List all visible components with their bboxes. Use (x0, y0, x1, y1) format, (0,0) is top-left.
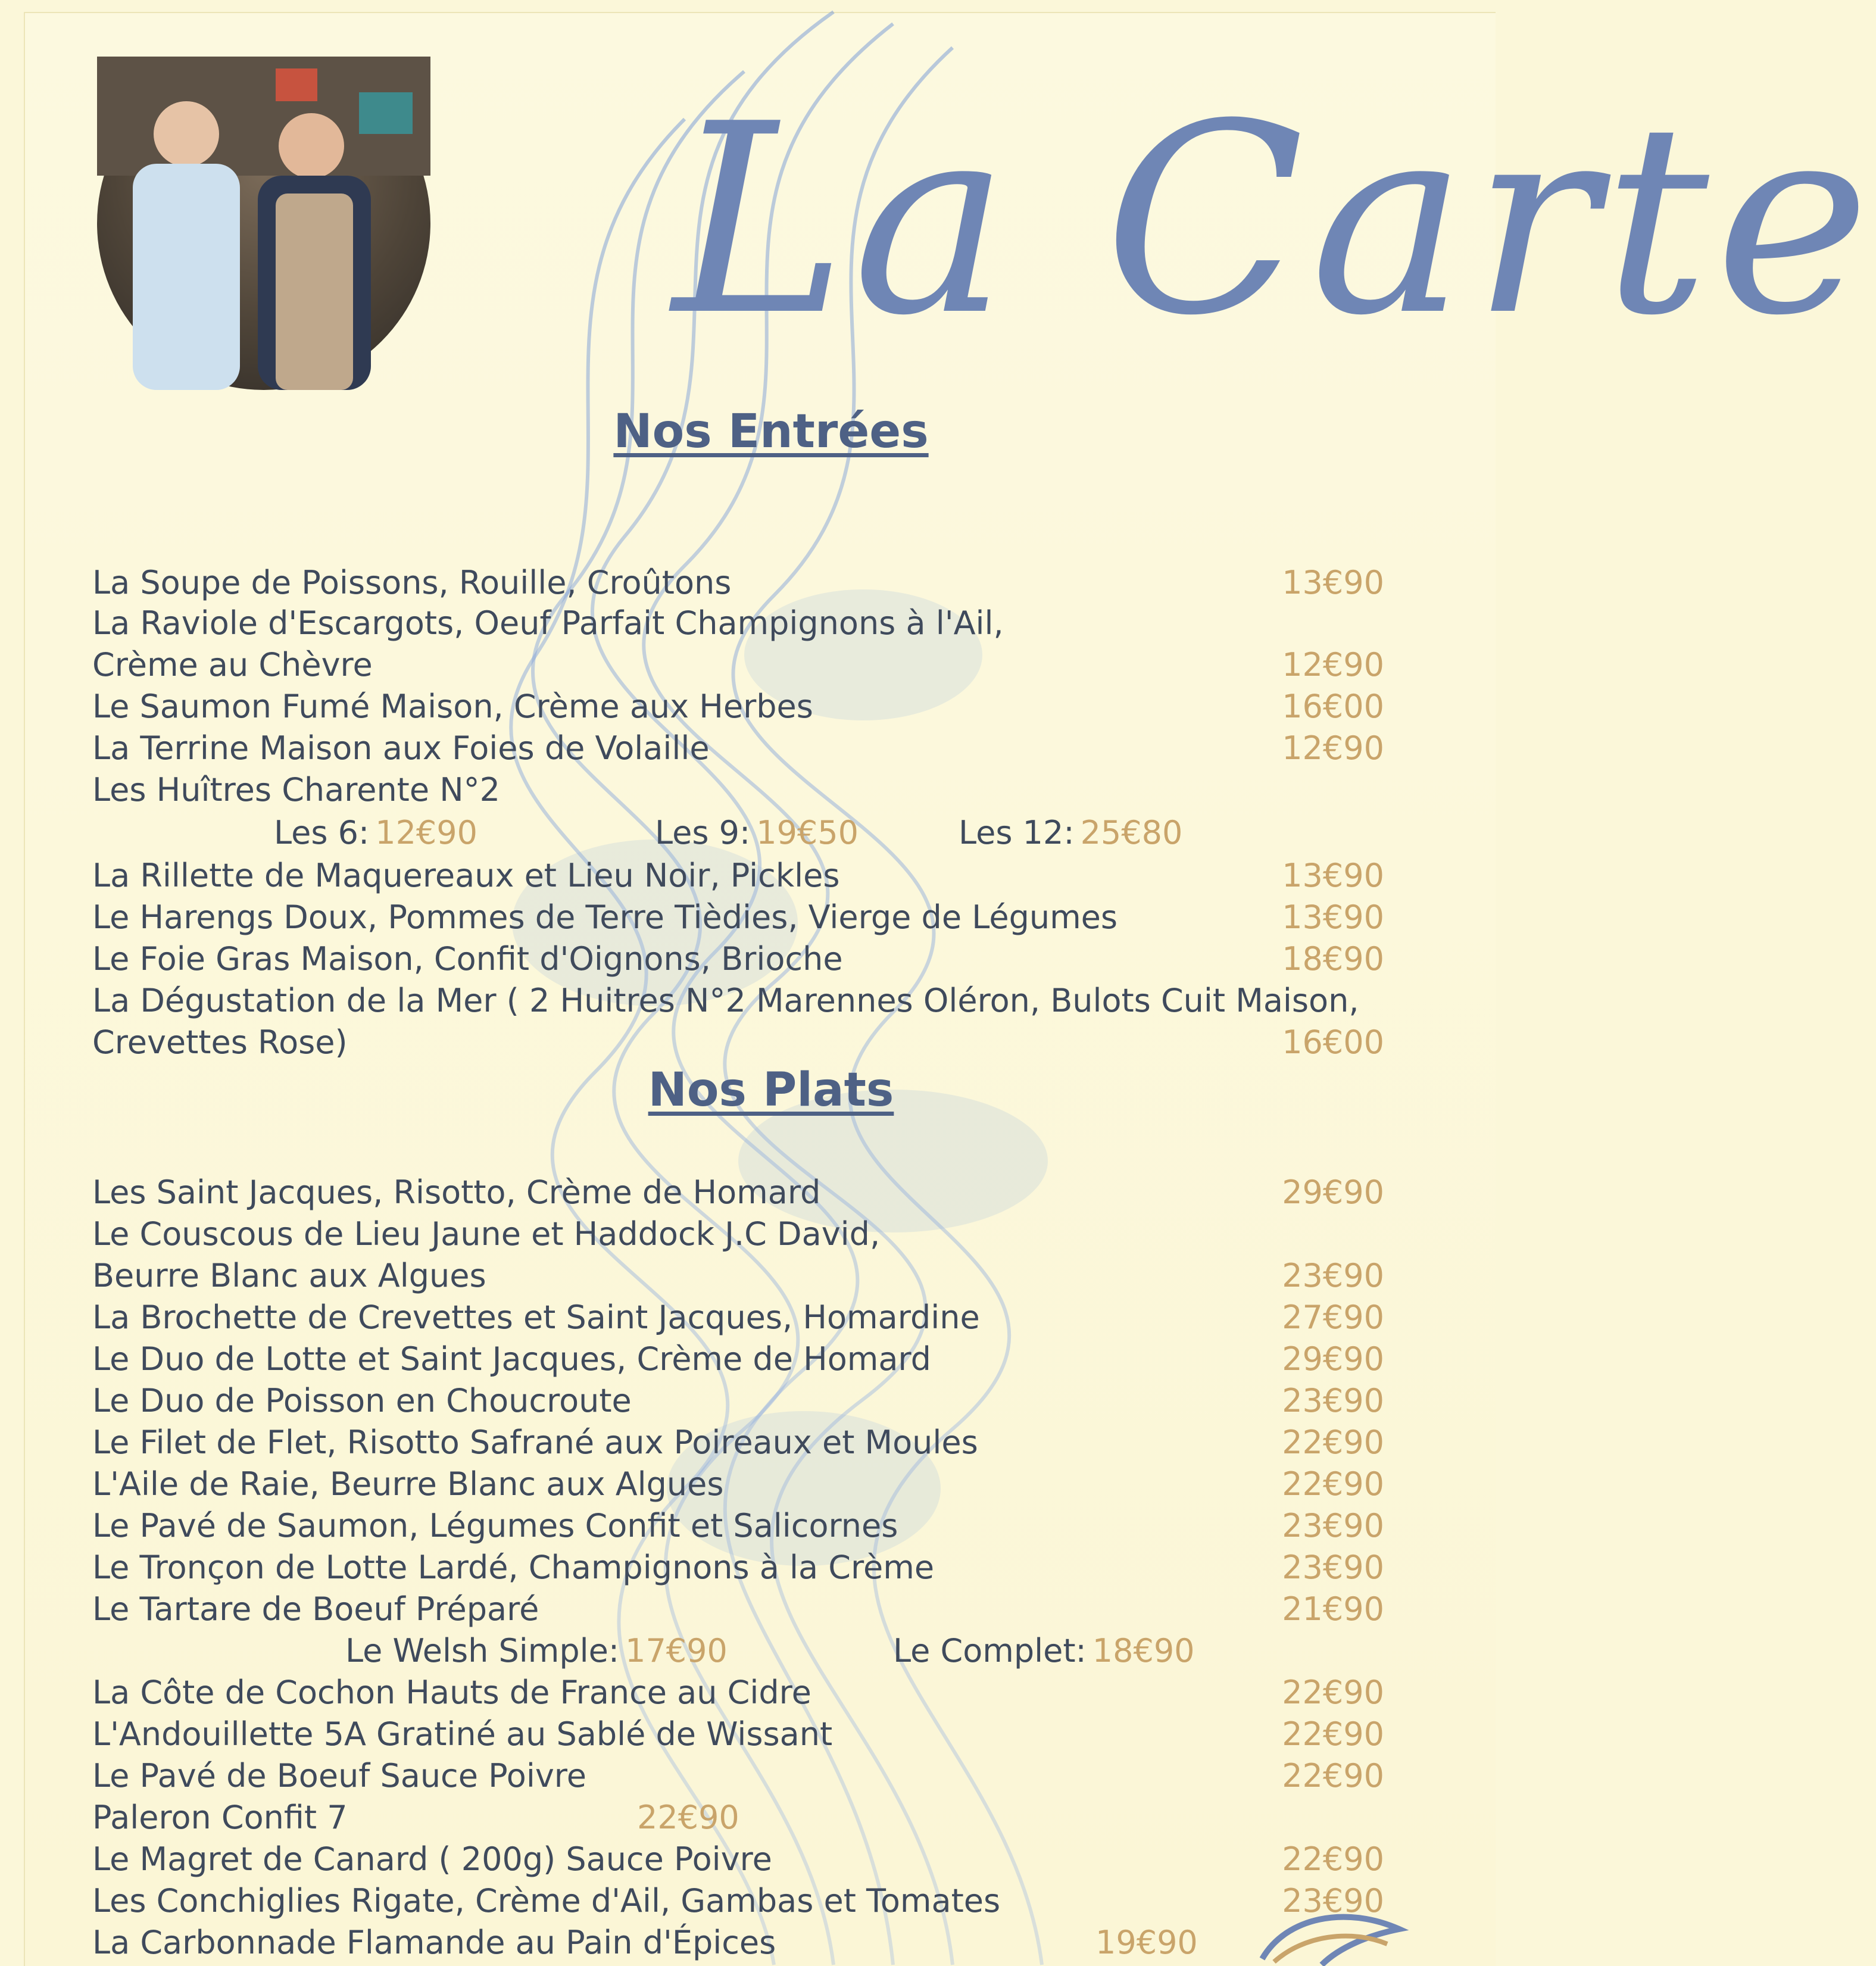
menu-item-paleron-price: 22€90 (637, 1799, 739, 1836)
chefs-photo (97, 57, 430, 390)
menu-item: Le Tronçon de Lotte Lardé, Champignons à la Crème 23€90 (92, 1549, 1384, 1586)
menu-item: La Raviole d'Escargots, Oeuf Parfait Champignons à l'Ail, (92, 604, 1004, 642)
menu-item: Le Couscous de Lieu Jaune et Haddock J.C David, (92, 1215, 881, 1253)
menu-item: La Soupe de Poissons, Rouille, Croûtons 13€90 (92, 564, 1384, 601)
menu-item: Le Magret de Canard ( 200g) Sauce Poivre 22€90 (92, 1840, 1384, 1878)
fish-logo-icon (1250, 1893, 1417, 1965)
menu-item-carbonnade-price: 19€90 (1095, 1924, 1198, 1961)
menu-item: Les Huîtres Charente N°2 (92, 771, 500, 809)
menu-item: Le Harengs Doux, Pommes de Terre Tièdies, Vierge de Légumes 13€90 (92, 898, 1384, 936)
menu-item: Crevettes Rose) 16€00 (92, 1023, 1384, 1061)
menu-item: Le Pavé de Saumon, Légumes Confit et Salicornes 23€90 (92, 1507, 1384, 1544)
menu-item: Le Duo de Poisson en Choucroute 23€90 (92, 1382, 1384, 1419)
menu-item: Le Saumon Fumé Maison, Crème aux Herbes 16€00 (92, 688, 1384, 725)
welsh-option: Le Complet: 18€90 (893, 1632, 1195, 1669)
menu-item-paleron: Paleron Confit 7 (92, 1799, 348, 1836)
menu-item: Crème au Chèvre 12€90 (92, 646, 1384, 684)
oyster-option: Les 12: 25€80 (959, 814, 1183, 851)
oyster-option: Les 6: 12€90 (274, 814, 478, 851)
menu-item: Le Filet de Flet, Risotto Safrané aux Poireaux et Moules 22€90 (92, 1424, 1384, 1461)
section-heading-plats: Nos Plats (648, 1063, 894, 1117)
oyster-option: Les 9: 19€50 (655, 814, 859, 851)
menu-item: Le Tartare de Boeuf Préparé 21€90 (92, 1590, 1384, 1628)
section-heading-entrees: Nos Entrées (613, 405, 929, 458)
menu-item: L'Aile de Raie, Beurre Blanc aux Algues 22€90 (92, 1465, 1384, 1503)
menu-item-carbonnade: La Carbonnade Flamande au Pain d'Épices (92, 1924, 776, 1961)
menu-item: Le Pavé de Boeuf Sauce Poivre 22€90 (92, 1757, 1384, 1795)
menu-item: La Rillette de Maquereaux et Lieu Noir, Pickles 13€90 (92, 857, 1384, 894)
menu-item: Beurre Blanc aux Algues 23€90 (92, 1257, 1384, 1294)
menu-item: La Côte de Cochon Hauts de France au Cidre 22€90 (92, 1674, 1384, 1711)
welsh-option: Le Welsh Simple: 17€90 (345, 1632, 728, 1669)
menu-item: La Brochette de Crevettes et Saint Jacques, Homardine 27€90 (92, 1299, 1384, 1336)
menu-item: L'Andouillette 5A Gratiné au Sablé de Wissant 22€90 (92, 1715, 1384, 1753)
menu-item: La Dégustation de la Mer ( 2 Huitres N°2 Marennes Oléron, Bulots Cuit Maison, (92, 982, 1359, 1019)
page-title: La Carte (673, 68, 1876, 373)
menu-item: Les Conchiglies Rigate, Crème d'Ail, Gambas et Tomates 23€90 (92, 1882, 1384, 1920)
menu-item: Le Foie Gras Maison, Confit d'Oignons, Brioche 18€90 (92, 940, 1384, 978)
menu-item: La Terrine Maison aux Foies de Volaille 12€90 (92, 729, 1384, 767)
menu-item: Le Duo de Lotte et Saint Jacques, Crème de Homard 29€90 (92, 1340, 1384, 1378)
menu-item: Les Saint Jacques, Risotto, Crème de Homard 29€90 (92, 1174, 1384, 1211)
